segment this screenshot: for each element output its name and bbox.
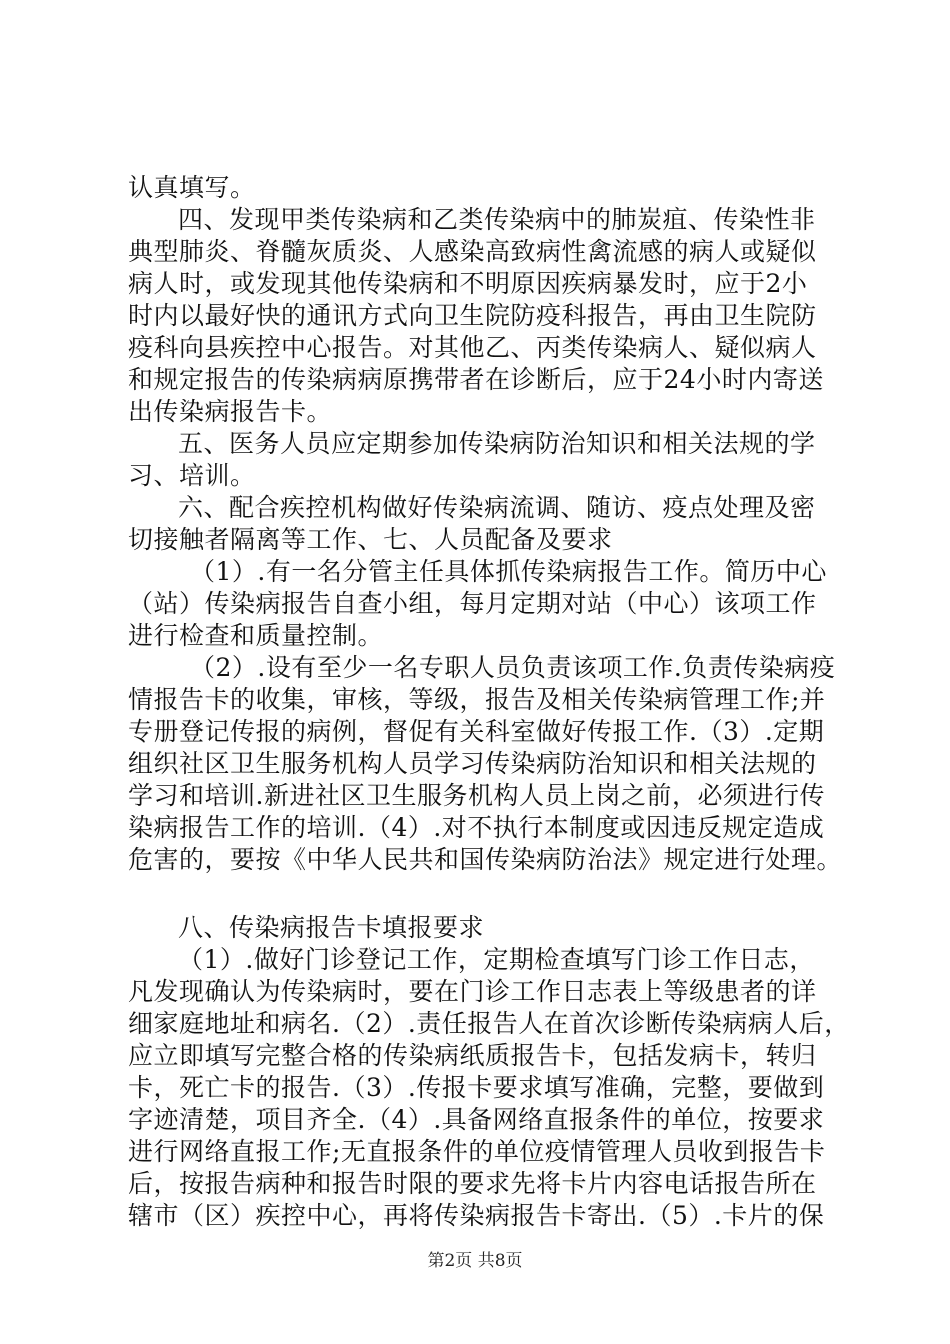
text-line: 危害的，要按《中华人民共和国传染病防治法》规定进行处理。 <box>128 845 843 874</box>
text-line: 卡，死亡卡的报告.（3）.传报卡要求填写准确，完整，要做到 <box>128 1073 825 1102</box>
text-line: 组织社区卫生服务机构人员学习传染病防治知识和相关法规的 <box>128 749 817 778</box>
text-line: 辖市（区）疾控中心，再将传染病报告卡寄出.（5）.卡片的保 <box>128 1201 825 1230</box>
text-line: 六、配合疾控机构做好传染病流调、随访、疫点处理及密 <box>178 493 816 522</box>
text-line: 和规定报告的传染病病原携带者在诊断后，应于24小时内寄送 <box>128 365 824 394</box>
text-line: 认真填写。 <box>128 173 256 202</box>
text-line: 细家庭地址和病名.（2）.责任报告人在首次诊断传染病病人后， <box>128 1009 850 1038</box>
text-line: 凡发现确认为传染病时，要在门诊工作日志表上等级患者的详 <box>128 977 817 1006</box>
text-line: 专册登记传报的病例，督促有关科室做好传报工作.（3）.定期 <box>128 717 825 746</box>
text-line: （1）.有一名分管主任具体抓传染病报告工作。简历中心 <box>190 557 827 586</box>
text-line: 后，按报告病种和报告时限的要求先将卡片内容电话报告所在 <box>128 1169 817 1198</box>
text-line: 典型肺炎、脊髓灰质炎、人感染高致病性禽流感的病人或疑似 <box>128 237 817 266</box>
text-line: （1）.做好门诊登记工作，定期检查填写门诊工作日志， <box>178 945 815 974</box>
text-line: 习、培训。 <box>128 461 256 490</box>
text-line: 染病报告工作的培训.（4）.对不执行本制度或因违反规定造成 <box>128 813 825 842</box>
page-number: 第2页 共8页 <box>427 1251 523 1271</box>
text-line: 疫科向县疾控中心报告。对其他乙、丙类传染病人、疑似病人 <box>128 333 817 362</box>
section-heading: 八、传染病报告卡填报要求 <box>178 913 485 942</box>
text-line: 病人时，或发现其他传染病和不明原因疾病暴发时，应于2小 <box>128 269 808 298</box>
text-line: 情报告卡的收集，审核，等级，报告及相关传染病管理工作;并 <box>128 685 826 714</box>
text-line: （2）.设有至少一名专职人员负责该项工作.负责传染病疫 <box>190 653 836 682</box>
text-line: 应立即填写完整合格的传染病纸质报告卡，包括发病卡，转归 <box>128 1041 817 1070</box>
document-body <box>128 172 850 1232</box>
text-line: 学习和培训.新进社区卫生服务机构人员上岗之前，必须进行传 <box>128 781 825 810</box>
text-line: 五、医务人员应定期参加传染病防治知识和相关法规的学 <box>178 429 816 458</box>
text-line: 切接触者隔离等工作、七、人员配备及要求 <box>128 525 613 554</box>
text-line: 时内以最好快的通讯方式向卫生院防疫科报告，再由卫生院防 <box>128 301 817 330</box>
text-line: （站）传染病报告自查小组，每月定期对站（中心）该项工作 <box>128 589 817 618</box>
text-line: 进行网络直报工作;无直报条件的单位疫情管理人员收到报告卡 <box>128 1137 826 1166</box>
text-line: 字迹清楚，项目齐全.（4）.具备网络直报条件的单位，按要求 <box>128 1105 825 1134</box>
text-line: 四、发现甲类传染病和乙类传染病中的肺炭疽、传染性非 <box>178 205 816 234</box>
text-line: 出传染病报告卡。 <box>128 397 333 426</box>
paragraph-gap <box>128 876 828 912</box>
text-line: 进行检查和质量控制。 <box>128 621 384 650</box>
